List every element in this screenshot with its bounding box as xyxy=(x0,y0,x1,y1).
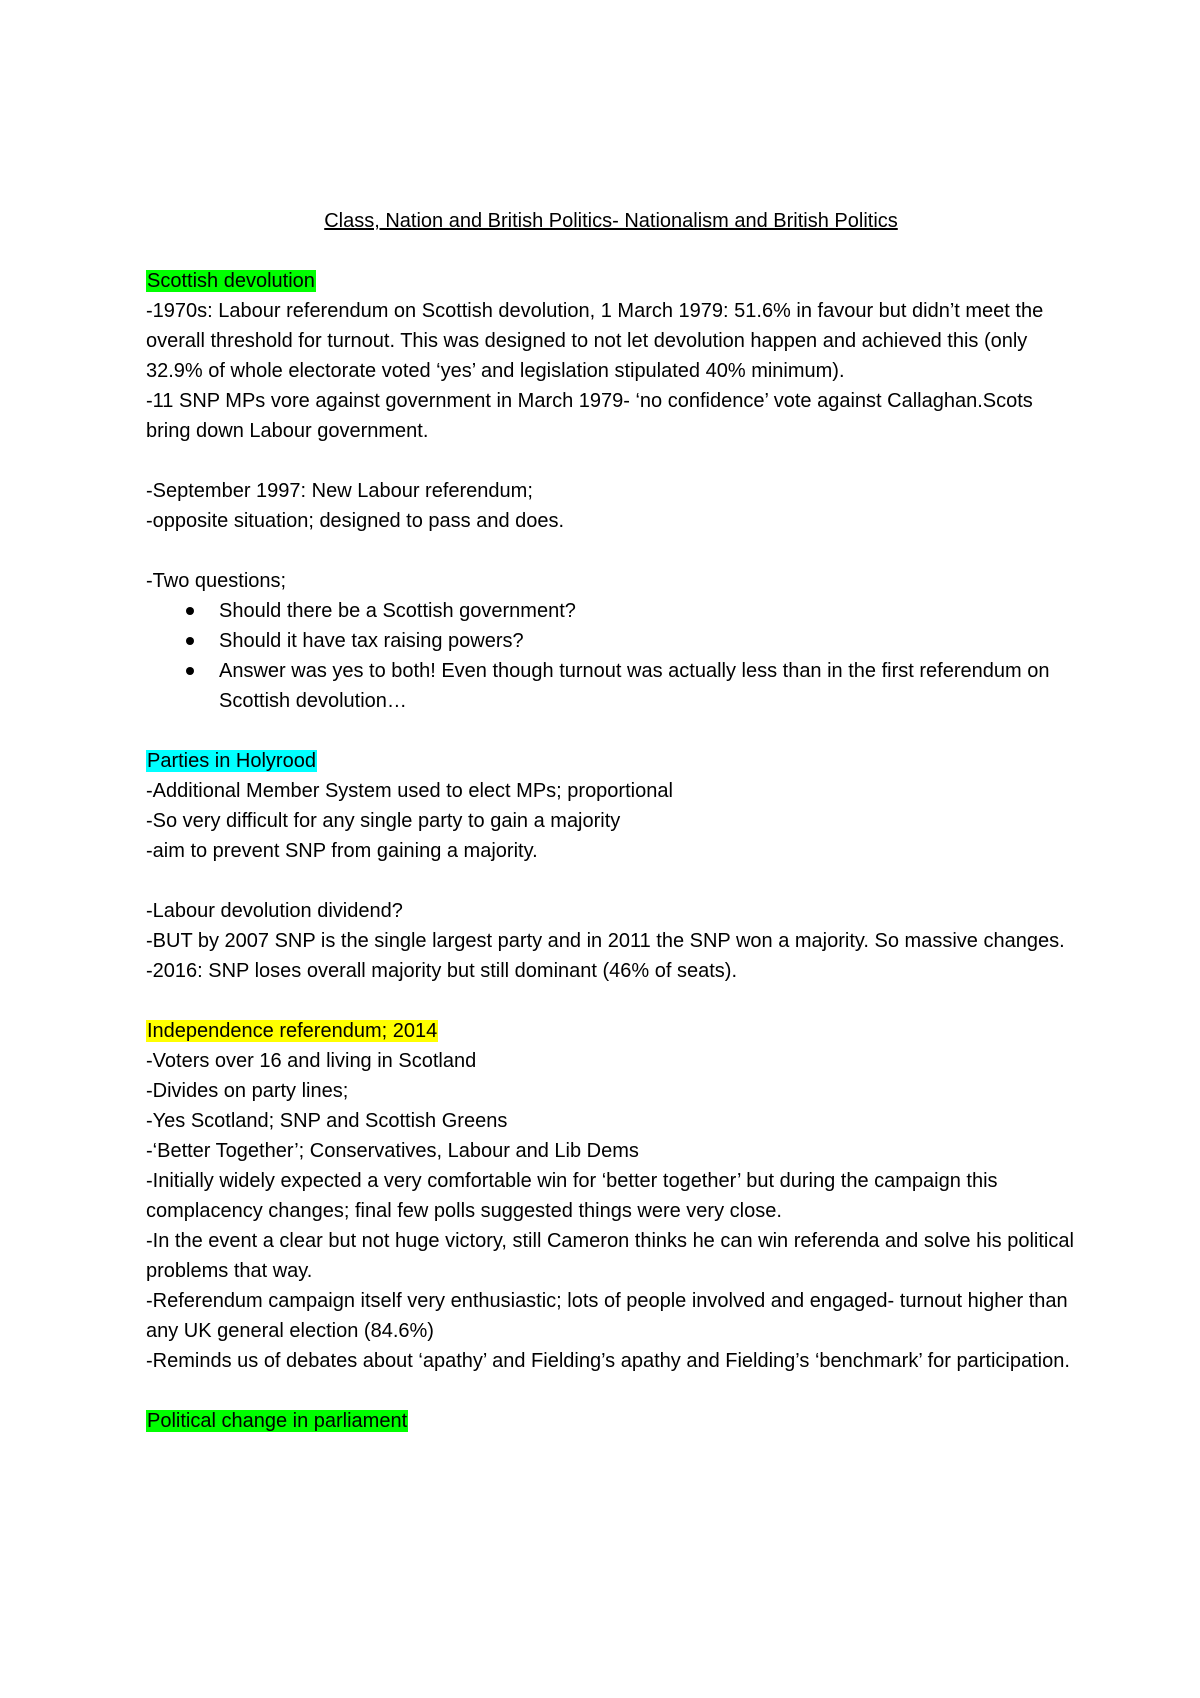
document-title: Class, Nation and British Politics- Nationalism and British Politics xyxy=(324,210,898,232)
section-heading: Scottish devolution xyxy=(147,270,315,292)
section-scottish-devolution xyxy=(146,266,1076,716)
paragraph: -Referendum campaign itself very enthusiastic; lots of people involved and engaged- turnout higher than any UK general election (84.6%) xyxy=(146,1290,1068,1342)
section-heading: Political change in parliament xyxy=(147,1410,408,1432)
section-heading: Independence referendum; 2014 xyxy=(147,1020,438,1042)
paragraph: -opposite situation; designed to pass and does. xyxy=(146,510,565,532)
paragraph: -In the event a clear but not huge victory, still Cameron thinks he can win referenda and solve his political problems that way. xyxy=(146,1230,1074,1282)
list-item: Answer was yes to both! Even though turnout was actually less than in the first referendum on Scottish devolution… xyxy=(219,656,1076,716)
paragraph: -Yes Scotland; SNP and Scottish Greens xyxy=(146,1110,508,1132)
list-item: Should there be a Scottish government? xyxy=(219,596,1076,626)
section-parties-holyrood xyxy=(146,746,1076,986)
paragraph: -Voters over 16 and living in Scotland xyxy=(146,1050,477,1072)
paragraph: -Two questions; xyxy=(146,570,287,592)
paragraph: -2016: SNP loses overall majority but still dominant (46% of seats). xyxy=(146,960,738,982)
paragraph: -Divides on party lines; xyxy=(146,1080,349,1102)
document-page xyxy=(146,206,1076,1436)
paragraph: -Additional Member System used to elect MPs; proportional xyxy=(146,780,673,802)
list-item: Should it have tax raising powers? xyxy=(219,626,1076,656)
paragraph: -So very difficult for any single party to gain a majority xyxy=(146,810,621,832)
paragraph: -11 SNP MPs vore against government in March 1979- ‘no confidence’ vote against Callaghan.Scots bring down Labour government. xyxy=(146,390,1033,442)
section-independence-referendum xyxy=(146,1016,1076,1376)
paragraph: -Labour devolution dividend? xyxy=(146,900,403,922)
paragraph: -Reminds us of debates about ‘apathy’ and Fielding’s apathy and Fielding’s ‘benchmark’ for participation. xyxy=(146,1350,1070,1372)
paragraph: -September 1997: New Labour referendum; xyxy=(146,480,533,502)
paragraph: -BUT by 2007 SNP is the single largest party and in 2011 the SNP won a majority. So massive changes. xyxy=(146,930,1065,952)
paragraph: -aim to prevent SNP from gaining a majority. xyxy=(146,840,538,862)
paragraph: -Initially widely expected a very comfortable win for ‘better together’ but during the campaign this complacency changes; final few polls suggested things were very close. xyxy=(146,1170,998,1222)
paragraph: -1970s: Labour referendum on Scottish devolution, 1 March 1979: 51.6% in favour but didn’t meet the overall threshold for turnout. This was designed to not let devolution happen and achieved this (only 32.9% of whole electorate voted ‘yes’ and legislation stipulated 40% minimum). xyxy=(146,300,1044,382)
section-political-change xyxy=(146,1406,1076,1436)
paragraph: -‘Better Together’; Conservatives, Labour and Lib Dems xyxy=(146,1140,639,1162)
section-heading: Parties in Holyrood xyxy=(147,750,316,772)
bullet-list xyxy=(146,596,1076,716)
